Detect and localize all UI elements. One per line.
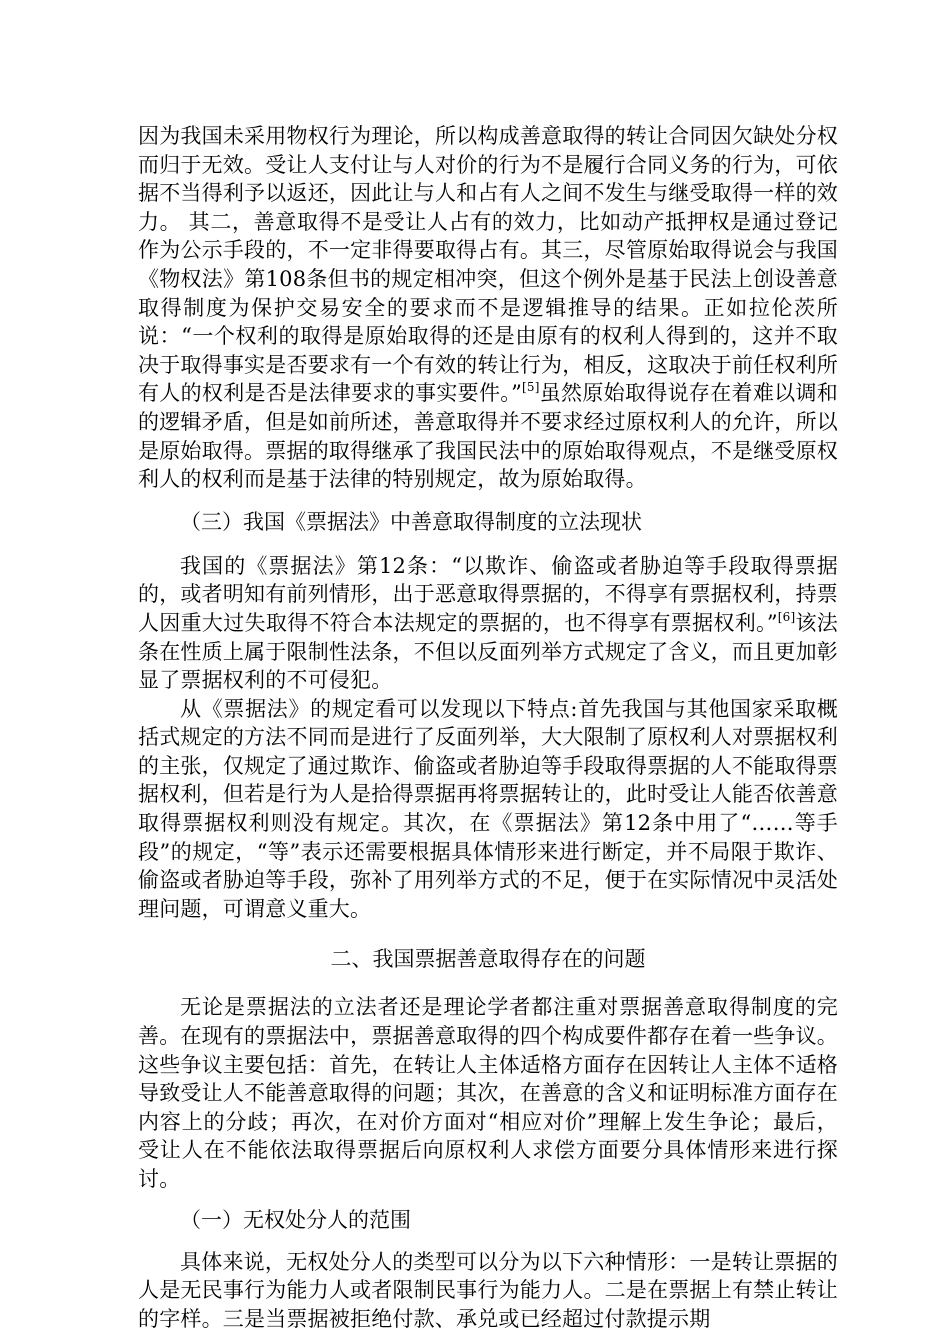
citation-ref: [6] <box>777 609 796 624</box>
section-heading-3: （三）我国《票据法》中善意取得制度的立法现状 <box>180 509 642 534</box>
paragraph-original-acquisition <box>138 122 838 494</box>
paragraph-unauthorized-disposer: 具体来说，无权处分人的类型可以分为以下六种情形：一是转让票据的人是无民事行为能力人或者限制民事行为能力人。二是在票据上有禁止转让的字样。三是当票据被拒绝付款、承兑或已经超过付款提示期 <box>138 1249 838 1331</box>
paragraph-text: 虽然原始取得说存在着难以调和的逻辑矛盾，但是如前所述，善意取得并不要求经过原权利人的允许，所以是原始取得。票据的取得继承了我国民法中的原始取得观点，不是继受原权利人的权利而是基于法律的特别规定，故为原始取得。 <box>138 381 838 492</box>
citation-ref: [5] <box>522 380 540 395</box>
section-heading-1: （一）无权处分人的范围 <box>180 1207 411 1232</box>
paragraph-text: 我国的《票据法》第12条：“以欺诈、偷盗或者胁迫等手段取得票据的，或者明知有前列情形，出于恶意取得票据的，不得享有票据权利，持票人因重大过失取得不符合本法规定的票据的，也不得享有票据权利。” <box>138 553 838 635</box>
paragraph-text: 该法条在性质上属于限制性法条，不但以反面列举方式规定了含义，而且更加彰显了票据权利的不可侵犯。 <box>138 610 838 693</box>
paragraph-disputes: 无论是票据法的立法者还是理论学者都注重对票据善意取得制度的完善。在现有的票据法中，票据善意取得的四个构成要件都存在着一些争议。这些争议主要包括：首先，在转让人主体适格方面存在因转让人主体不适格导致受让人不能善意取得的问题；其次，在善意的含义和证明标准方面存在内容上的分歧；再次，在对价方面对“相应对价”理解上发生争论；最后，受让人在不能依法取得票据后向原权利人求偿方面要分具体情形来进行探讨。 <box>138 995 838 1191</box>
document-body <box>138 122 838 1333</box>
paragraph-features: 从《票据法》的规定看可以发现以下特点:首先我国与其他国家采取概括式规定的方法不同而是进行了反面列举，大大限制了原权利人对票据权利的主张，仅规定了通过欺诈、偷盗或者胁迫等手段取得票据的人不能取得票据权利，但若是行为人是拾得票据再将票据转让的，此时受让人能否依善意取得票据权利则没有规定。其次，在《票据法》第12条中用了“……等手段”的规定，“等”表示还需要根据具体情形来进行断定，并不局限于欺诈、偷盗或者胁迫等手段，弥补了用列举方式的不足，便于在实际情况中灵活处理问题，可谓意义重大。 <box>138 696 838 921</box>
paragraph-text: 因为我国未采用物权行为理论，所以构成善意取得的转让合同因欠缺处分权而归于无效。受让人支付让与人对价的行为不是履行合同义务的行为，可依据不当得利予以返还，因此让与人和占有人之间不发生与继受取得一样的效力。 其二，善意取得不是受让人占有的效力，比如动产抵押权是通过登记作为公示手段的，不一定非得要取得占有。其三，尽管原始取得说会与我国《物权法》第108条但书的规定相冲突，但这个例外是基于民法上创设善意取得制度为保护交易安全的要求而不是逻辑推导的结果。正如拉伦茨所说：“一个权利的取得是原始取得的还是由原有的权利人得到的，这并不取决于取得事实是否要求有一个有效的转让行为，相反，这取决于前任权利所有人的权利是否是法律要求的事实要件。” <box>138 124 838 406</box>
paragraph-article-12 <box>138 552 838 695</box>
chapter-heading-2: 二、我国票据善意取得存在的问题 <box>330 947 646 972</box>
